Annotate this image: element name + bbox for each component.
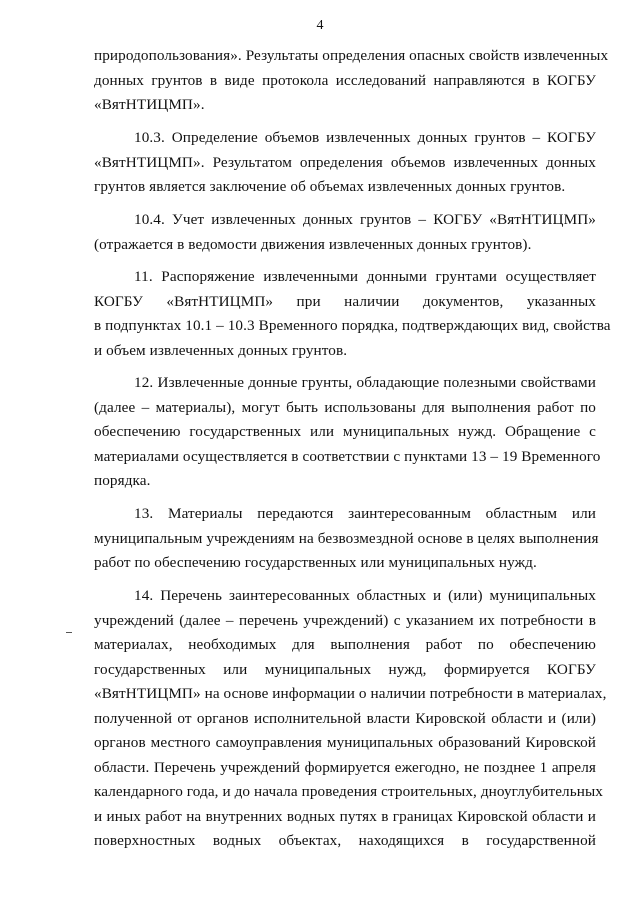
text-line: материалами осуществляется в соответствии с пунктами 13 – 19 Временного [94,447,601,465]
text-line: обеспечению государственных или муниципальных нужд. Обращение с [94,423,596,440]
text-line: в подпунктах 10.1 – 10.3 Временного порядка, подтверждающих вид, свойства [94,317,611,334]
text-line: 11. Распоряжение извлеченными донными грунтами осуществляет [134,268,596,285]
text-line: грунтов является заключение об объемах извлеченных донных грунтов. [94,178,566,195]
text-line: органов местного самоуправления муниципальных образований Кировской [94,734,596,751]
text-line: КОГБУ «ВятНТИЦМП» при наличии документов, указанных [94,292,596,310]
text-line: области. Перечень учреждений формируется ежегодно, не позднее 1 апреля [94,758,596,776]
text-line: календарного года, и до начала проведения строительных, дноуглубительных [94,783,603,800]
text-line: «ВятНТИЦМП» на основе информации о наличии потребности в материалах, [94,685,607,702]
text-line: и иных работ на внутренних водных путях в границах Кировской области и [94,807,596,825]
text-line: порядка. [94,472,151,489]
text-line: поверхностных водных объектах, находящихся в государственной [94,832,596,849]
text-line: природопользования». Результаты определения опасных свойств извлеченных [94,47,609,64]
text-line: донных грунтов в виде протокола исследований направляются в КОГБУ [94,71,596,89]
text-line: (отражается в ведомости движения извлеченных донных грунтов). [94,235,532,253]
text-line: муниципальным учреждениям на безвозмездной основе в целях выполнения [94,529,599,547]
margin-dash-mark [66,632,72,633]
text-line: работ по обеспечению государственных или муниципальных нужд. [94,554,537,571]
text-line: (далее – материалы), могут быть использованы для выполнения работ по [94,398,596,416]
document-body [94,0,611,905]
text-line: «ВятНТИЦМП». [94,96,205,113]
text-line: государственных или муниципальных нужд, формируется КОГБУ [94,660,596,678]
text-line: учреждений (далее – перечень учреждений) с указанием их потребности в [94,611,596,629]
text-line: полученной от органов исполнительной власти Кировской области и (или) [94,709,596,727]
text-line: 13. Материалы передаются заинтересованным областным или [134,505,596,522]
text-line: материалах, необходимых для выполнения работ по обеспечению [94,636,596,653]
text-line: 10.3. Определение объемов извлеченных донных грунтов – КОГБУ [134,129,596,146]
text-line: 10.4. Учет извлеченных донных грунтов – КОГБУ «ВятНТИЦМП» [134,211,596,228]
text-line: «ВятНТИЦМП». Результатом определения объемов извлеченных донных [94,153,596,171]
text-line: и объем извлеченных донных грунтов. [94,341,348,359]
page-number: 4 [316,18,324,33]
text-line: 14. Перечень заинтересованных областных и (или) муниципальных [134,587,596,604]
text-line: 12. Извлеченные донные грунты, обладающие полезными свойствами [134,374,596,391]
